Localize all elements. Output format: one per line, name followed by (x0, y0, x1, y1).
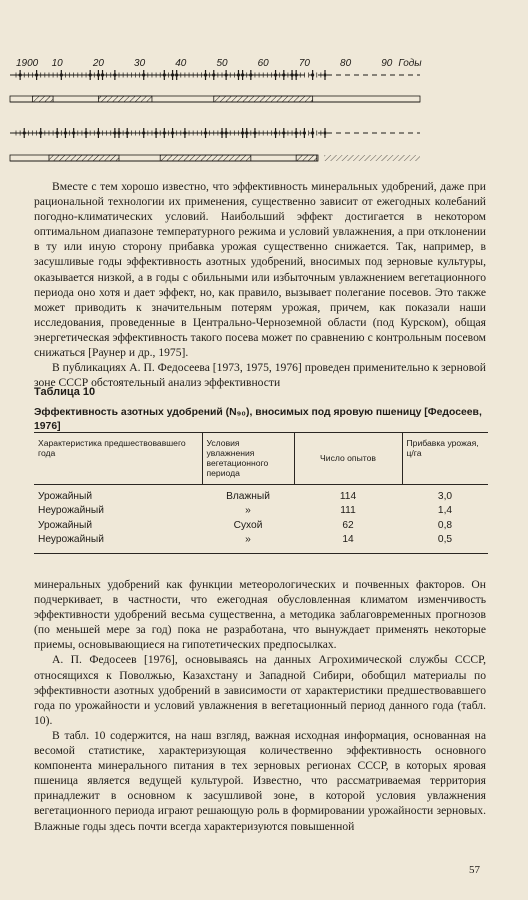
timeline-event-dot (72, 131, 75, 134)
timeline-event-dot (56, 131, 59, 134)
table-header-cell: Число опытов (294, 433, 402, 485)
timeline-tick-label: Годы (398, 58, 422, 69)
timeline-event-dot (64, 131, 67, 134)
table-cell: 0,5 (402, 533, 488, 553)
timeline-event-dot (212, 73, 215, 76)
timeline-event-dot (274, 131, 277, 134)
timeline-tick-label: 60 (257, 58, 269, 69)
timeline-tick-label: 20 (92, 58, 104, 69)
timeline-event-dot (220, 131, 223, 134)
paragraph: А. П. Федосеев [1976], основываясь на данных Агрохимической службы СССР, относящихся к Поволжью, Казахстану и Западной Сибири, обобщил материалы по эффективности азотных удобрений в зависимости от характеристики предшествовавшего года по урожайности и условий увлажнения в вегетационный период данного года (табл. 10). (34, 653, 486, 727)
body-text-top (34, 179, 486, 390)
timeline-event-dot (126, 131, 129, 134)
timeline-tick-label: 1900 (16, 58, 39, 69)
table-cell: » (202, 533, 294, 553)
table-row (34, 504, 488, 518)
timeline-event-dot (23, 131, 26, 134)
timeline-event-dot (142, 73, 145, 76)
timeline-tick-label: 70 (298, 58, 310, 69)
table-header-cell: Условия увлажнения вегетационного периода (202, 433, 294, 485)
timeline-event-dot (204, 73, 207, 76)
timeline-event-dot (84, 131, 87, 134)
timeline-event-dot (323, 131, 326, 134)
paragraph: Вместе с тем хорошо известно, что эффективность минеральных удобрений, даже при рациональной технологии их применения, существенно зависит от ежегодных колебаний погодно-климатических условий. Наибольший эффект достигается в некотором оптимальном диапазоне температурного режима и условий увлажнения, а при отклонении в ту или иную сторону прибавка урожая существенно снижается. Так, например, в засушливые годы эффективность азотных удобрений, вносимых под зерновые культуры, оказывается низкой, а в годы с обильными или избыточным увлажнением вегетационного периода оно хотя и дает эффект, но, как правило, вызывает полегание посевов. Это также может приводить к значительным потерям урожая, причем, как показали наши исследования, проведенные в Центрально-Черноземной области (под Курском), общая энергетическая эффективность такого посева может по сравнению с контрольным посевом снижаться [Раунер и др., 1975]. (34, 180, 486, 360)
timeline-event-dot (89, 73, 92, 76)
table-cell: 3,0 (437, 491, 453, 502)
timeline-event-dot (225, 131, 228, 134)
timeline-tick-label: 90 (381, 58, 393, 69)
timeline-event-dot (163, 73, 166, 76)
timeline-hatched-period (296, 155, 317, 161)
table-row (34, 485, 488, 505)
timeline-figure (0, 50, 528, 170)
page-number: 57 (469, 864, 480, 876)
timeline-event-dot (175, 73, 178, 76)
timeline-event-dot (101, 73, 104, 76)
timeline-event-dot (113, 131, 116, 134)
table-row (34, 519, 488, 533)
timeline-event-dot (113, 73, 116, 76)
timeline-hatched-period (49, 155, 119, 161)
timeline-hatched-period (160, 155, 251, 161)
timeline-event-dot (142, 131, 145, 134)
timeline-event-dot (245, 131, 248, 134)
timeline-event-dot (35, 73, 38, 76)
timeline-event-dot (282, 73, 285, 76)
timeline-event-dot (97, 73, 100, 76)
table-cell: Неурожайный (38, 505, 104, 517)
paragraph: В табл. 10 содержится, на наш взгляд, важная исходная информация, основанная на весомой статистике, характеризующая количественно эффективность основного компонента минерального питания в тех зерновых регионах СССР, в которых яровая пшеница является ведущей культурой. Известно, что рассматриваемая территория принадлежит в основном к засушливой зоне, в которой условия увлажнения вегетационного периода играют решающую роль в формировании урожайности зерновых. Влажные годы здесь почти всегда характеризуются повышенной (34, 728, 486, 833)
timeline-event-dot (311, 131, 314, 134)
table-cell: 111 (340, 505, 356, 517)
timeline-tick-label: 10 (51, 58, 63, 69)
timeline-event-dot (225, 73, 228, 76)
timeline-event-dot (323, 73, 326, 76)
timeline-row-3 (10, 128, 420, 138)
timeline-row-2 (10, 96, 420, 102)
timeline-event-dot (163, 131, 166, 134)
timeline-event-dot (290, 73, 293, 76)
table-cell: » (245, 505, 251, 517)
timeline-event-dot (154, 131, 157, 134)
table-header-cell: Характеристика предшествовавшего года (34, 433, 202, 485)
timeline-event-dot (204, 131, 207, 134)
body-text-bottom (34, 577, 486, 834)
timeline-event-dot (117, 131, 120, 134)
table-cell: 14 (294, 533, 402, 553)
timeline-row-4 (10, 155, 420, 161)
timeline-hatched-period (32, 96, 53, 102)
timeline-hatched-period (98, 96, 152, 102)
table-cell: 62 (342, 519, 354, 531)
table-cell: 1,4 (437, 505, 453, 517)
timeline-row-1 (10, 70, 420, 80)
fertilizer-table (34, 432, 488, 554)
timeline-event-dot (19, 73, 22, 76)
timeline-tick-label: 80 (340, 58, 352, 69)
timeline-hatched-period (214, 96, 313, 102)
timeline-event-dot (295, 73, 298, 76)
timeline-event-dot (282, 131, 285, 134)
timeline-event-dot (249, 73, 252, 76)
timeline-event-dot (241, 131, 244, 134)
table-title: Эффективность азотных удобрений (N₉₀), вносимых под яровую пшеницу [Федосеев, 1976] (34, 407, 482, 432)
timeline-event-dot (241, 73, 244, 76)
timeline-event-dot (274, 73, 277, 76)
timeline-event-dot (253, 131, 256, 134)
paragraph: В публикациях А. П. Федосеева [1973, 1975, 1976] проведен применительно к зерновой зоне СССР обстоятельный анализ эффективности (34, 361, 486, 390)
timeline-event-dot (311, 73, 314, 76)
table-cell: Влажный (226, 491, 270, 502)
timeline-event-dot (183, 131, 186, 134)
table-header-cell: Прибавка урожая, ц/га (402, 433, 488, 485)
timeline-tick-label: 50 (216, 58, 228, 69)
table-caption (34, 386, 486, 433)
timeline-event-dot (295, 131, 298, 134)
timeline-forecast-period (324, 155, 420, 161)
table-cell: 114 (339, 491, 357, 502)
table-cell: Сухой (233, 519, 263, 531)
table-cell: Урожайный (38, 491, 93, 502)
table-header-row (34, 433, 488, 485)
timeline-event-dot (237, 73, 240, 76)
timeline-event-dot (39, 131, 42, 134)
timeline-tick-label: 30 (134, 58, 146, 69)
timeline-tick-labels (16, 58, 422, 69)
timeline-event-dot (97, 131, 100, 134)
paragraph: минеральных удобрений как функции метеорологических и почвенных факторов. Он подчеркивает, в частности, что ежегодная обусловленная климатом изменчивость эффективности удобрений весьма существенна, а методика заблаговременных прогнозов (по меньшей мере за год) пока не разработана, что вынуждает применять некоторые приемы, основывающиеся на гипотетических предпосылках. (34, 578, 486, 652)
table-cell: Урожайный (38, 519, 93, 531)
timeline-event-dot (303, 131, 306, 134)
timeline-event-dot (171, 73, 174, 76)
table-cell: 0,8 (437, 519, 453, 531)
table-row (34, 533, 488, 553)
table-cell: Неурожайный (34, 533, 202, 553)
table-number: Таблица 10 (34, 386, 96, 398)
timeline-event-dot (60, 73, 63, 76)
timeline-event-dot (171, 131, 174, 134)
timeline-tick-label: 40 (175, 58, 187, 69)
